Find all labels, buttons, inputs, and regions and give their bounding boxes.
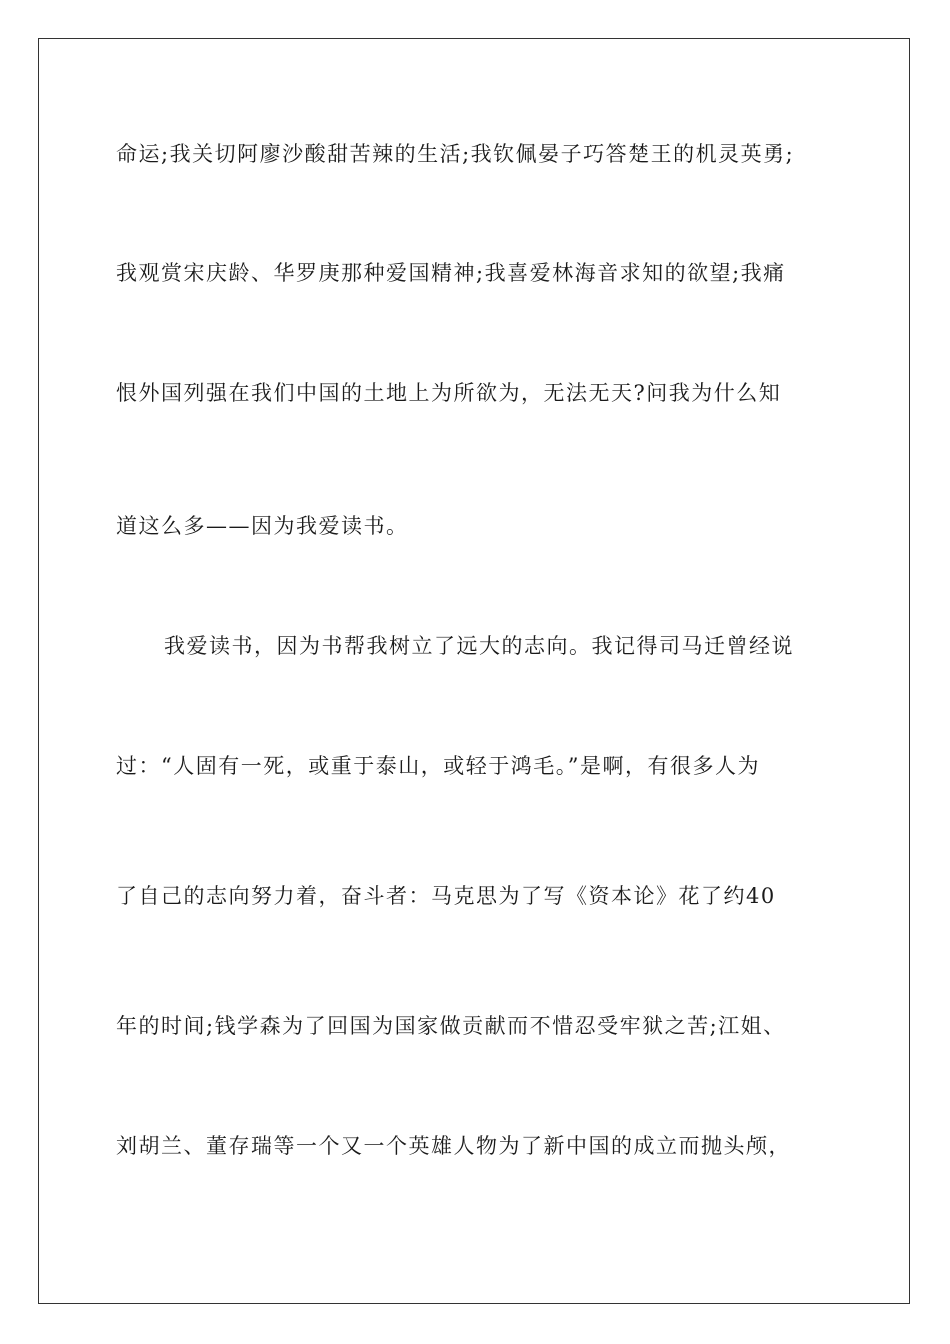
- text-line-6: 过：“人固有一死，或重于泰山，或轻于鸿毛。”是啊，有很多人为: [116, 754, 760, 778]
- text-line-7: 了自己的志向努力着，奋斗者：马克思为了写《资本论》花了约40: [116, 884, 776, 908]
- text-line-3: 恨外国列强在我们中国的土地上为所欲为，无法无天?问我为什么知: [116, 381, 782, 405]
- text-line-1: 命运;我关切阿廖沙酸甜苦辣的生活;我钦佩晏子巧答楚王的机灵英勇;: [116, 142, 795, 166]
- text-line-8: 年的时间;钱学森为了回国为国家做贡献而不惜忍受牢狱之苦;江姐、: [116, 1014, 786, 1038]
- text-line-2: 我观赏宋庆龄、华罗庚那种爱国精神;我喜爱林海音求知的欲望;我痛: [116, 261, 786, 285]
- text-line-5: 我爱读书，因为书帮我树立了远大的志向。我记得司马迁曾经说: [164, 634, 794, 658]
- page-frame: [38, 38, 910, 1304]
- text-line-9: 刘胡兰、董存瑞等一个又一个英雄人物为了新中国的成立而抛头颅，: [116, 1134, 791, 1158]
- text-line-4: 道这么多——因为我爱读书。: [116, 514, 409, 538]
